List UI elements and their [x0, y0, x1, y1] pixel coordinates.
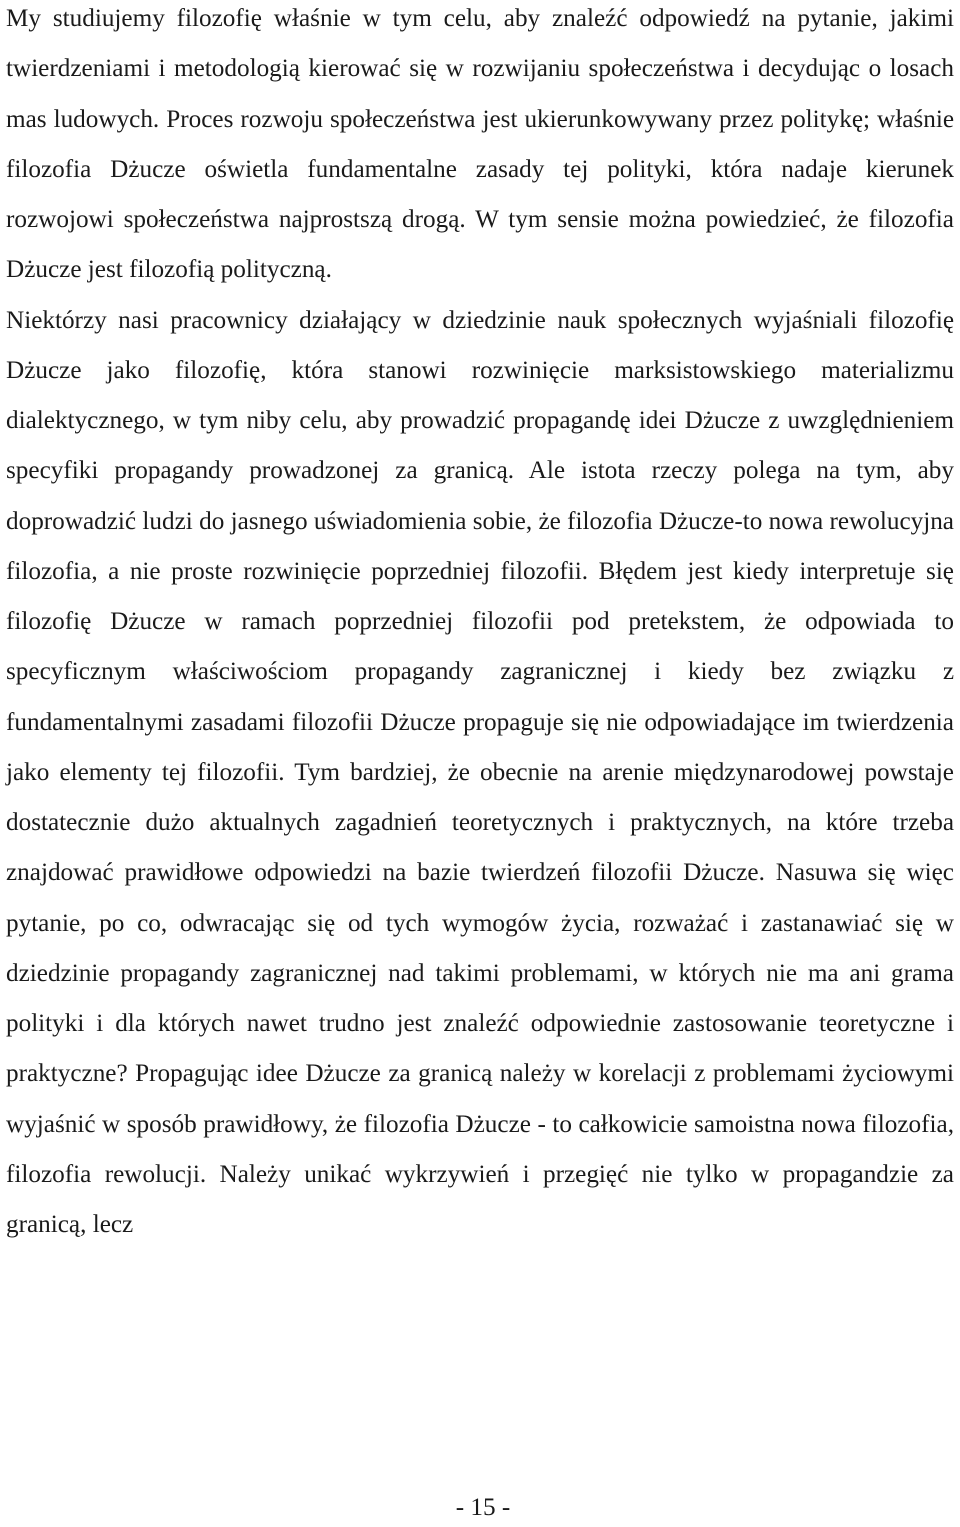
page-number: - 15 -	[455, 1494, 511, 1521]
paragraph-2: Niektórzy nasi pracownicy działający w dziedzinie nauk społecznych wyjaśniali filozofię Dżucze jako filozofię, która stanowi rozwinięcie marksistowskiego materializmu dialektycznego, w tym niby celu, aby prowadzić propagandę idei Dżucze z uwzględnieniem specyfiki propagandy prowadzonej za granicą. Ale istota rzeczy polega na tym, aby doprowadzić ludzi do jasnego uświadomienia sobie, że filozofia Dżucze-to nowa rewolucyjna filozofia, a nie proste rozwinięcie poprzedniej filozofii. Błędem jest kiedy interpretuje się filozofię Dżucze w ramach poprzedniej filozofii pod pretekstem, że odpowiada to specyficznym właściwościom propagandy zagranicznej i kiedy bez związku z fundamentalnymi zasadami filozofii Dżucze propaguje się nie odpowiadające im twierdzenia jako elementy tej filozofii. Tym bardziej, że obecnie na arenie międzynarodowej powstaje dostatecznie dużo aktualnych zagadnień teoretycznych i praktycznych, na które trzeba znajdować prawidłowe odpowiedzi na bazie twierdzeń filozofii Dżucze. Nasuwa się więc pytanie, po co, odwracając się od tych wymogów życia, rozważać i zastanawiać się w dziedzinie propagandy zagranicznej nad takimi problemami, w których nie ma ani grama polityki i dla których nawet trudno jest znaleźć odpowiednie zastosowanie teoretyczne i praktyczne? Propagując idee Dżucze za granicą należy w korelacji z problemami życiowymi wyjaśnić w sposób prawidłowy, że filozofia Dżucze - to całkowicie samoistna nowa filozofia, filozofia rewolucji. Należy unikać wykrzywień i przegięć nie tylko w propagandzie za granicą, lecz	[6, 306, 954, 1238]
paragraph-1: My studiujemy filozofię właśnie w tym celu, aby znaleźć odpowiedź na pytanie, jakimi twierdzeniami i metodologią kierować się w rozwijaniu społeczeństwa i decydując o losach mas ludowych. Proces rozwoju społeczeństwa jest ukierunkowywany przez politykę; właśnie filozofia Dżucze oświetla fundamentalne zasady tej polityki, która nadaje kierunek rozwojowi społeczeństwa najprostszą drogą. W tym sensie można powiedzieć, że filozofia Dżucze jest filozofią polityczną.	[6, 5, 954, 284]
document-page	[6, 0, 954, 1527]
body-text	[6, 0, 954, 1250]
